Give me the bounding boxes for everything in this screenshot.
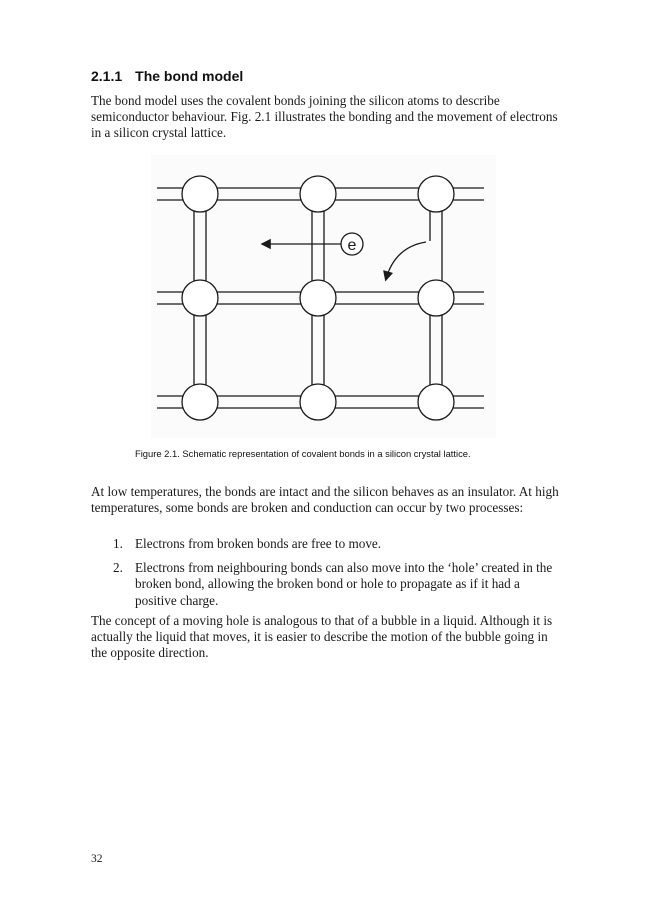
figure-caption: Figure 2.1. Schematic representation of covalent bonds in a silicon crystal lattice. [135, 448, 471, 459]
analogy-paragraph: The concept of a moving hole is analogous to that of a bubble in a liquid. Although it is actually the liquid that moves, it is easier to describe the motion of the bubble going in the opposite direction. [91, 613, 553, 661]
section-number: 2.1.1 [91, 68, 123, 84]
list-item-text: Electrons from neighbouring bonds can also move into the ‘hole’ created in the broken bond, allowing the broken bond or hole to propagate as if it had a positive charge. [135, 560, 553, 608]
list-item [91, 536, 561, 552]
process-list [91, 536, 561, 609]
silicon-atom [418, 384, 454, 420]
list-marker: 1. [113, 536, 123, 551]
silicon-atom [300, 384, 336, 420]
silicon-atom [182, 384, 218, 420]
silicon-atom [418, 176, 454, 212]
temperature-paragraph: At low temperatures, the bonds are intact and the silicon behaves as an insulator. At high temperatures, some bonds are broken and conduction can occur by two processes: [91, 484, 559, 516]
list-marker: 2. [113, 560, 123, 576]
silicon-atom [300, 280, 336, 316]
silicon-atom [182, 280, 218, 316]
silicon-atom [300, 176, 336, 212]
silicon-atom [182, 176, 218, 212]
electron-label: e [347, 237, 357, 254]
lattice-diagram [151, 155, 496, 438]
section-heading [91, 68, 243, 84]
intro-paragraph: The bond model uses the covalent bonds joining the silicon atoms to describe semiconductor behaviour. Fig. 2.1 illustrates the bonding and the movement of electrons in a silicon crystal lattice. [91, 93, 558, 141]
page-number: 32 [91, 853, 103, 865]
list-item [91, 560, 561, 609]
section-title: The bond model [135, 68, 244, 84]
list-item-text: Electrons from broken bonds are free to move. [135, 536, 382, 551]
lattice-figure [151, 155, 496, 438]
silicon-atom [418, 280, 454, 316]
